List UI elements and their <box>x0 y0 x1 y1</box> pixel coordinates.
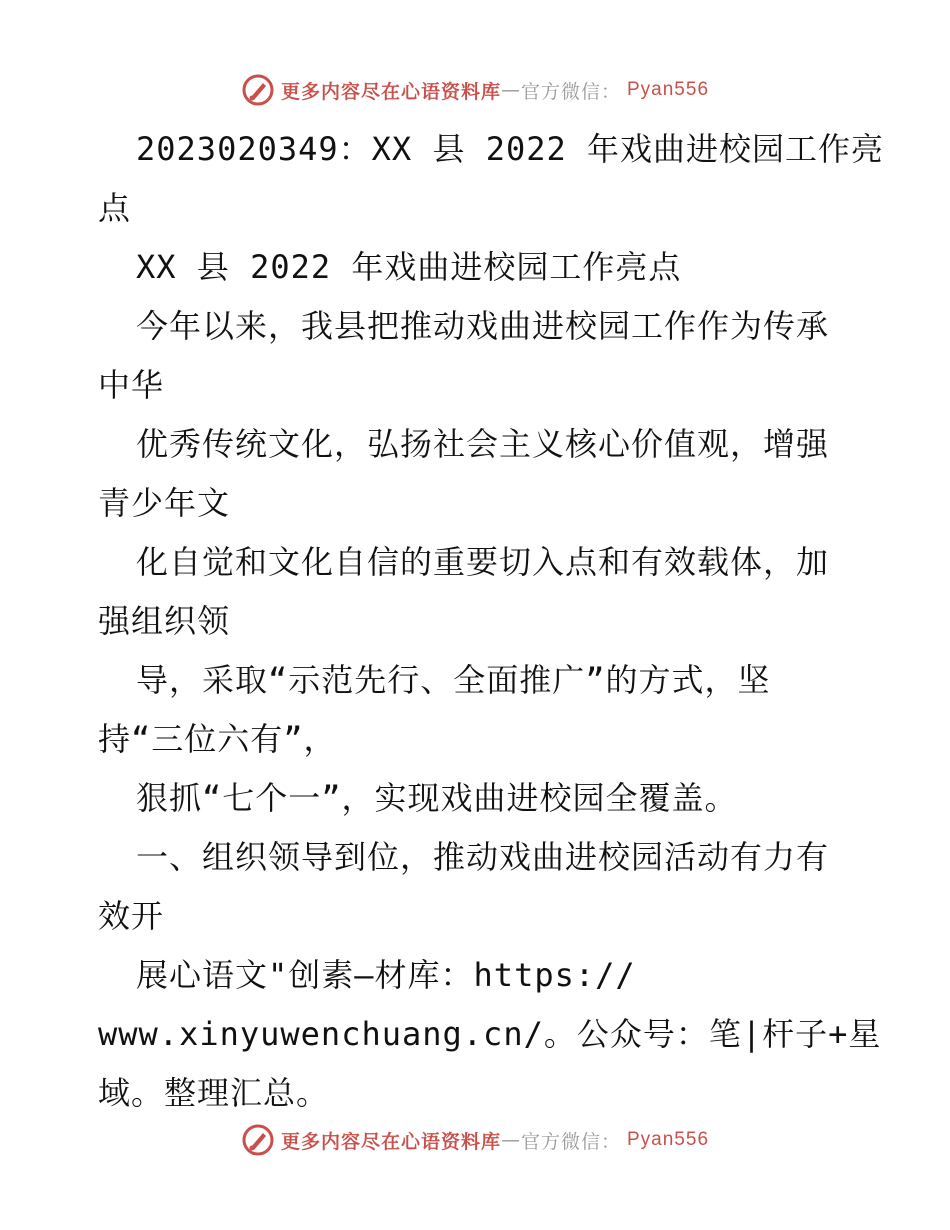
document-line: 优秀传统文化，弘扬社会主义核心价值观，增强 <box>136 425 830 463</box>
banner-separator: — <box>500 1129 521 1151</box>
footer-banner <box>0 1120 950 1160</box>
banner-wechat-id: Pyan556 <box>627 79 710 100</box>
document-line: 今年以来，我县把推动戏曲进校园工作作为传承 <box>136 307 830 345</box>
document-line: 点 <box>98 189 132 227</box>
document-line: 持“三位六有”， <box>98 720 337 758</box>
document-line: 导，采取“示范先行、全面推广”的方式，坚 <box>136 661 771 699</box>
banner-brand: 更多内容尽在心语资料库 <box>280 80 501 103</box>
header-banner <box>0 70 950 110</box>
banner-wechat-id: Pyan556 <box>627 1129 710 1150</box>
banner-wechat-label: 官方微信： <box>520 80 621 103</box>
document-line: 一、组织领导到位，推动戏曲进校园活动有力有 <box>136 838 830 876</box>
document-line: 域。整理汇总。 <box>98 1074 330 1112</box>
document-line: 2023020349：XX 县 2022 年戏曲进校园工作亮 <box>136 130 885 168</box>
banner-wechat-label: 官方微信： <box>520 1130 621 1153</box>
document-line: 中华 <box>98 366 165 404</box>
document-line: 青少年文 <box>98 484 231 522</box>
banner-brand: 更多内容尽在心语资料库 <box>280 1130 501 1153</box>
document-line: XX 县 2022 年戏曲进校园工作亮点 <box>136 248 682 286</box>
document-line: www.xinyuwenchuang.cn/。公众号：笔|杆子+星 <box>98 1015 882 1053</box>
banner-separator: — <box>500 79 521 101</box>
document-line: 化自觉和文化自信的重要切入点和有效载体，加 <box>136 543 830 581</box>
document-line: 狠抓“七个一”，实现戏曲进校园全覆盖。 <box>136 779 738 817</box>
document-body <box>98 120 885 1123</box>
brush-logo-icon <box>241 73 275 107</box>
document-line: 效开 <box>98 897 165 935</box>
document-line: 强组织领 <box>98 602 231 640</box>
brush-logo-icon <box>241 1123 275 1157</box>
document-line: 展心语文"创素—材库：https:// <box>136 956 636 994</box>
